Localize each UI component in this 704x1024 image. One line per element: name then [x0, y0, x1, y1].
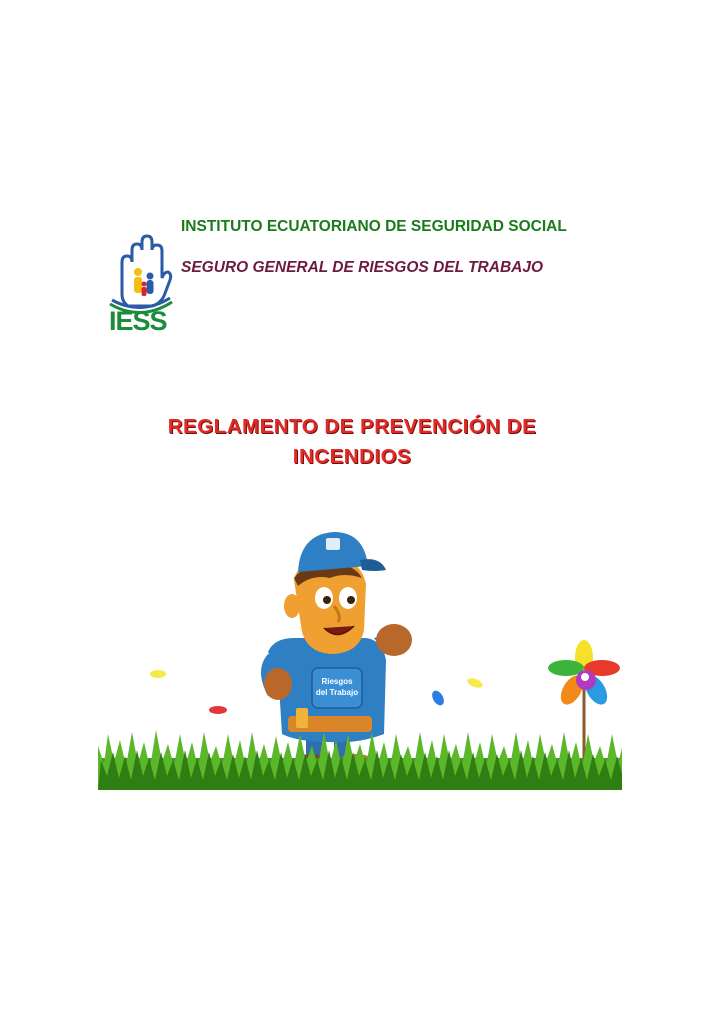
document-title-line1: REGLAMENTO DE PREVENCIÓN DE	[167, 415, 537, 438]
logo-text: IESS	[109, 306, 167, 336]
bib-text-line2: del Trabajo	[315, 688, 359, 697]
petal-yellow-icon	[150, 670, 166, 678]
document-title-line2: INCENDIOS	[292, 445, 412, 468]
petal-blue-icon	[430, 689, 447, 708]
petal-red-icon	[209, 706, 227, 714]
program-subtitle: SEGURO GENERAL DE RIESGOS DEL TRABAJO	[181, 259, 544, 276]
institute-name: INSTITUTO ECUATORIANO DE SEGURIDAD SOCIAL	[181, 218, 567, 235]
pinwheel-icon	[548, 640, 620, 760]
petal-yellow2-icon	[466, 677, 484, 690]
bib-text-line1: Riesgos	[321, 677, 353, 686]
mascot-illustration	[98, 520, 622, 790]
document-title	[0, 412, 704, 472]
worker-mascot-icon	[261, 532, 412, 766]
